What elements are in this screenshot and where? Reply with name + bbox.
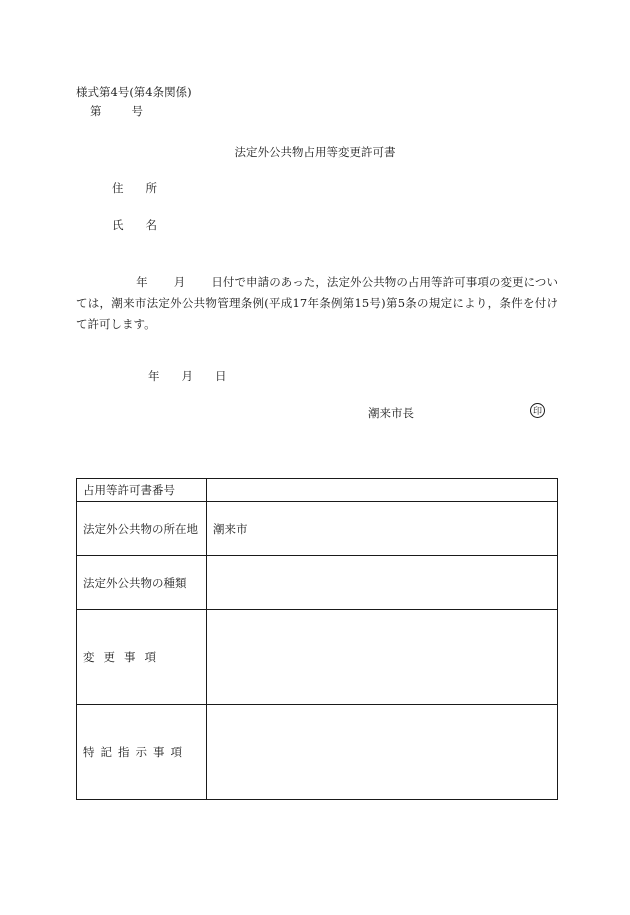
row-value	[207, 479, 558, 502]
table-row	[77, 610, 558, 705]
body-text: 日付で申請のあった，法定外公共物の占用等許可事項の変更については，潮来市法定外公共物管理条例(平成17年条例第15号)第5条の規定により，条件を付けて許可します。	[76, 275, 559, 331]
row-label: 法定外公共物の種類	[77, 556, 207, 610]
permission-body-text	[76, 272, 558, 335]
issue-date: 年 月 日	[148, 369, 227, 383]
row-label: 変更事項	[77, 610, 207, 705]
name-label: 氏 名	[112, 218, 157, 232]
body-month: 月	[173, 275, 186, 289]
form-number: 様式第4号(第4条関係)	[76, 85, 192, 99]
row-label: 占用等許可書番号	[77, 479, 207, 502]
seal-mark: 印	[530, 403, 545, 418]
row-value: 潮来市	[207, 502, 558, 556]
permit-details-table	[76, 478, 558, 800]
row-label: 特記指示事項	[77, 705, 207, 800]
body-year: 年	[136, 275, 148, 289]
row-value	[207, 705, 558, 800]
row-label: 法定外公共物の所在地	[77, 502, 207, 556]
table-row	[77, 479, 558, 502]
table-row	[77, 502, 558, 556]
table-row	[77, 705, 558, 800]
number-prefix: 第	[90, 104, 102, 118]
number-suffix: 号	[131, 104, 143, 118]
document-number-line	[90, 103, 143, 119]
document-title: 法定外公共物占用等変更許可書	[234, 145, 396, 159]
row-value	[207, 610, 558, 705]
issuer-title: 潮来市長	[368, 406, 414, 420]
table-row	[77, 556, 558, 610]
row-value	[207, 556, 558, 610]
address-label: 住 所	[112, 181, 157, 195]
